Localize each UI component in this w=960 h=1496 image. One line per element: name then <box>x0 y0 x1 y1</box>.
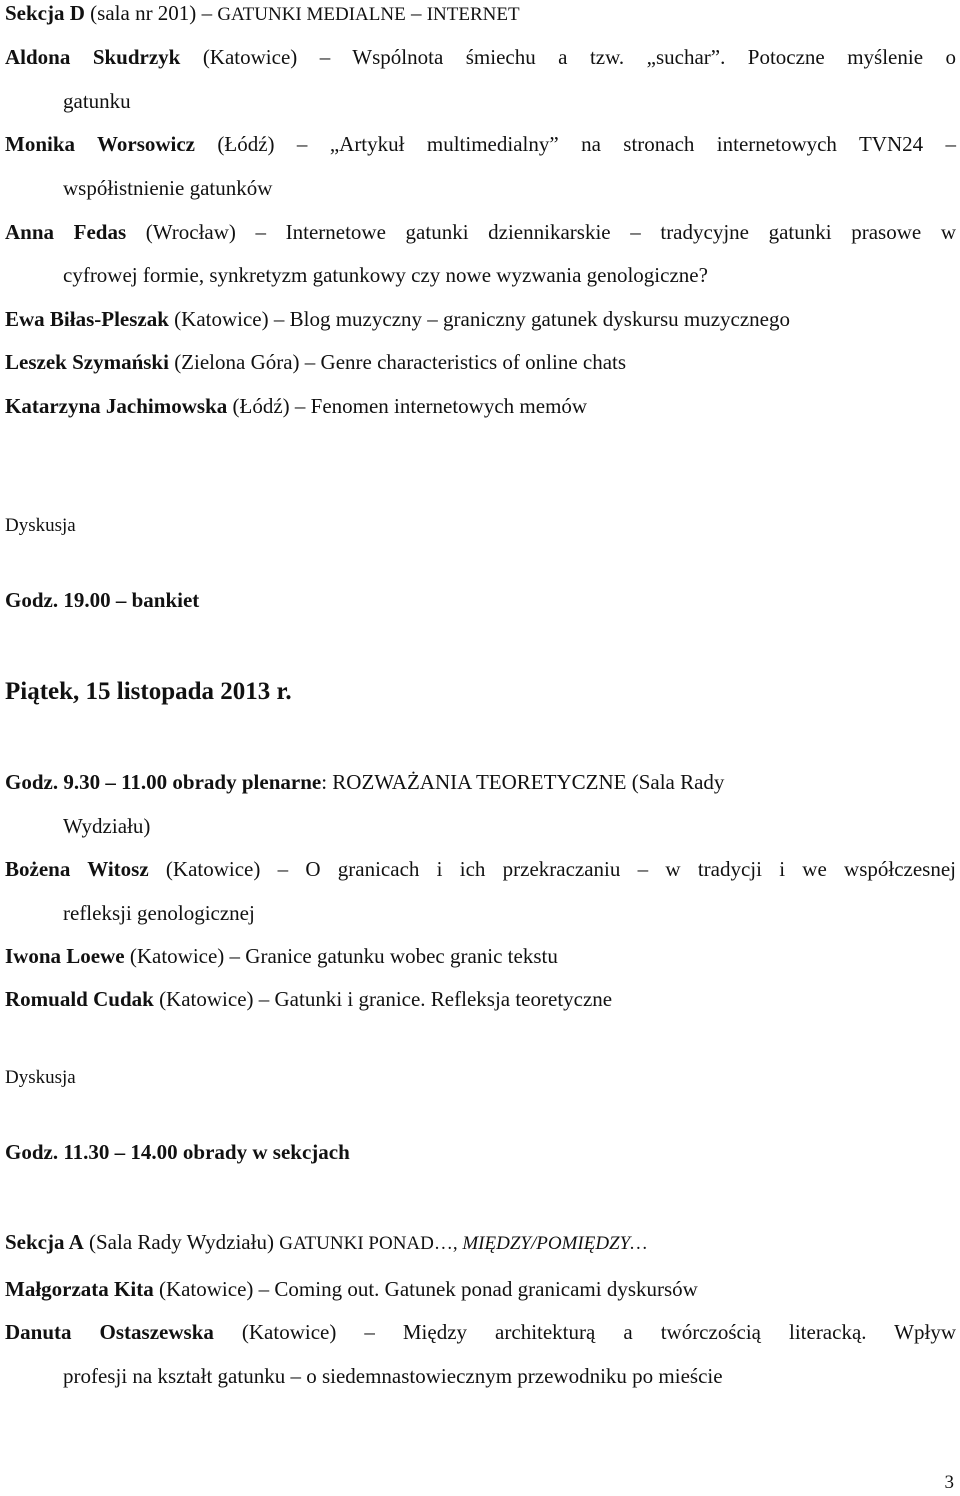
sessions-time <box>5 1139 956 1165</box>
speaker-name: Monika Worsowicz <box>5 132 196 156</box>
day-heading: Piątek, 15 listopada 2013 r. <box>5 678 292 705</box>
speaker-name: Anna Fedas <box>5 220 127 244</box>
talk-continuation: profesji na kształt gatunku – o siedemnastowiecznym przewodniku po mieście <box>63 1364 723 1388</box>
section-d-title-2: INTERNET <box>426 4 520 25</box>
talk-entry <box>5 943 956 969</box>
dash: – <box>410 1 422 25</box>
talk-title: (Katowice) – Granice gatunku wobec granic tekstu <box>124 944 558 968</box>
speaker-name: Romuald Cudak <box>5 987 154 1011</box>
speaker-name: Iwona Loewe <box>5 944 125 968</box>
section-a-room: (Sala Rady Wydziału) <box>83 1230 280 1254</box>
talk-title: (Wrocław) – Internetowe gatunki dziennikarskie – tradycyjne gatunki prasowe w <box>126 220 956 244</box>
speaker-name: Danuta Ostaszewska <box>5 1320 214 1344</box>
speaker-name: Ewa Biłas-Pleszak <box>5 307 169 331</box>
talk-entry <box>5 219 956 245</box>
plenary-continuation: Wydziału) <box>63 814 151 838</box>
sessions-time-text: Godz. 11.30 – 14.00 obrady w sekcjach <box>5 1140 350 1164</box>
section-d-heading <box>5 0 956 28</box>
section-a-title-italic: MIĘDZY/POMIĘDZY… <box>462 1233 648 1254</box>
speaker-name: Bożena Witosz <box>5 857 149 881</box>
talk-title: (Katowice) – Gatunki i granice. Refleksja teoretyczne <box>153 987 613 1011</box>
talk-entry <box>5 1276 956 1302</box>
talk-continuation: refleksji genologicznej <box>63 901 255 925</box>
plenary-heading <box>5 769 956 795</box>
talk-title: (Zielona Góra) – Genre characteristics of online chats <box>168 350 627 374</box>
talk-title: (Katowice) – Wspólnota śmiechu a tzw. „suchar”. Potoczne myślenie o <box>180 45 956 69</box>
talk-entry <box>5 131 956 157</box>
discussion-label: Dyskusja <box>5 1067 76 1088</box>
section-a-heading <box>5 1229 956 1257</box>
section-a-label: Sekcja A <box>5 1230 84 1254</box>
talk-entry <box>5 1319 956 1345</box>
talk-entry <box>5 44 956 70</box>
talk-entry <box>5 856 956 882</box>
speaker-name: Katarzyna Jachimowska <box>5 394 228 418</box>
talk-continuation: gatunku <box>63 89 131 113</box>
banquet-text: Godz. 19.00 – bankiet <box>5 588 200 612</box>
page-number: 3 <box>944 1472 954 1493</box>
section-d-room: (sala nr 201) <box>90 1 197 25</box>
plenary-time: Godz. 9.30 – 11.00 obrady plenarne <box>5 770 322 794</box>
talk-title: (Katowice) – Między architekturą a twórczością literacką. Wpływ <box>213 1320 956 1344</box>
talk-title: (Katowice) – Blog muzyczny – graniczny gatunek dyskursu muzycznego <box>168 307 790 331</box>
discussion-label: Dyskusja <box>5 515 76 536</box>
talk-entry <box>5 986 956 1012</box>
talk-title: (Łódź) – Fenomen internetowych memów <box>227 394 588 418</box>
plenary-title: : ROZWAŻANIA TEORETYCZNE (Sala Rady <box>321 770 725 794</box>
talk-title: (Katowice) – O granicach i ich przekraczaniu – w tradycji i we współczesnej <box>148 857 956 881</box>
speaker-name: Małgorzata Kita <box>5 1277 154 1301</box>
speaker-name: Leszek Szymański <box>5 350 169 374</box>
talk-title: (Katowice) – Coming out. Gatunek ponad granicami dyskursów <box>153 1277 698 1301</box>
banquet-line <box>5 587 956 613</box>
section-d-label: Sekcja D <box>5 1 85 25</box>
section-d-title: GATUNKI MEDIALNE <box>217 4 406 25</box>
talk-continuation: współistnienie gatunków <box>63 176 273 200</box>
speaker-name: Aldona Skudrzyk <box>5 45 181 69</box>
talk-title: (Łódź) – „Artykuł multimedialny” na stronach internetowych TVN24 – <box>195 132 956 156</box>
dash: – <box>201 1 213 25</box>
talk-entry <box>5 306 956 332</box>
talk-entry <box>5 393 956 419</box>
talk-entry <box>5 349 956 375</box>
talk-continuation: cyfrowej formie, synkretyzm gatunkowy czy nowe wyzwania genologiczne? <box>63 263 708 287</box>
section-a-title: GATUNKI PONAD…, <box>279 1233 463 1254</box>
